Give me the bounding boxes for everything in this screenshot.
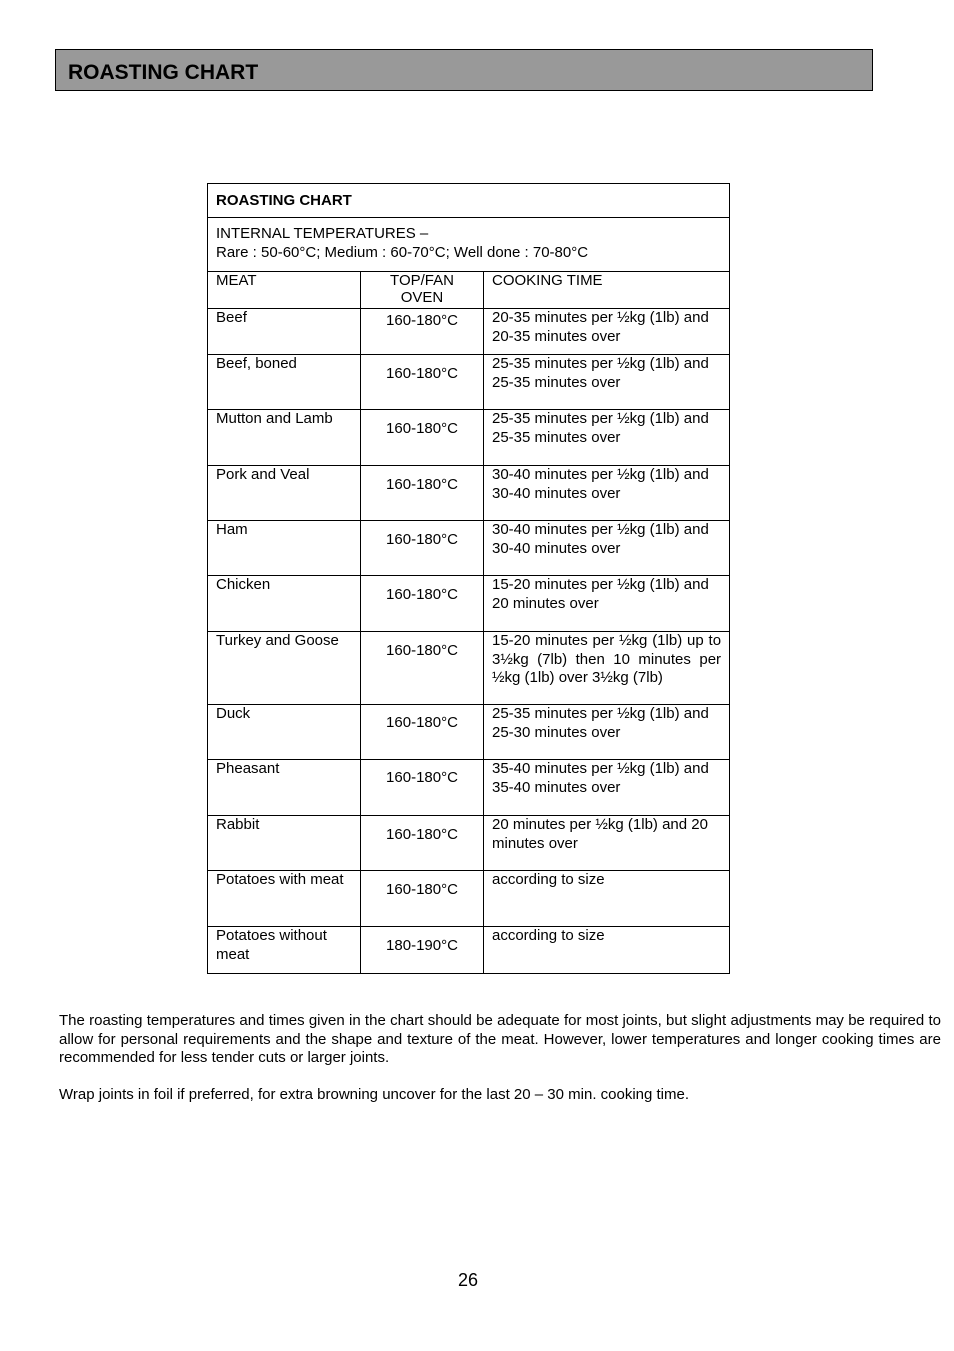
cell-meat: Beef [208, 309, 361, 355]
cell-cooking-time: 30-40 minutes per ½kg (1lb) and 30-40 minutes over [484, 521, 730, 576]
cell-oven-temp: 160-180°C [361, 816, 484, 871]
cell-oven-temp: 180-190°C [361, 927, 484, 974]
cell-meat: Potatoes with meat [208, 871, 361, 927]
cell-oven-temp: 160-180°C [361, 309, 484, 355]
cell-oven-temp: 160-180°C [361, 760, 484, 816]
table-title: ROASTING CHART [208, 184, 730, 218]
table-row [208, 309, 730, 355]
cell-cooking-time: 20 minutes per ½kg (1lb) and 20 minutes over [484, 816, 730, 871]
table-row [208, 705, 730, 760]
table-row [208, 760, 730, 816]
roasting-note-paragraph: The roasting temperatures and times given in the chart should be adequate for most joints, but slight adjustments may be required to allow for personal requirements and the shape and texture of the meat. However, lower temperatures and longer cooking times are recommended for less tender cuts or larger joints. [59, 1012, 941, 1066]
cell-meat: Pork and Veal [208, 466, 361, 521]
cell-meat: Turkey and Goose [208, 632, 361, 705]
cell-oven-temp: 160-180°C [361, 632, 484, 705]
cell-meat: Mutton and Lamb [208, 410, 361, 466]
cell-oven-temp: 160-180°C [361, 521, 484, 576]
cell-cooking-time: 35-40 minutes per ½kg (1lb) and 35-40 minutes over [484, 760, 730, 816]
table-row [208, 871, 730, 927]
cell-meat: Duck [208, 705, 361, 760]
page-number: 26 [457, 1270, 479, 1290]
cell-cooking-time: 15-20 minutes per ½kg (1lb) up to 3½kg (7lb) then 10 minutes per ½kg (1lb) over 3½kg (7lb) [484, 632, 730, 705]
table-row [208, 521, 730, 576]
foil-tip-paragraph: Wrap joints in foil if preferred, for extra browning uncover for the last 20 – 30 min. cooking time. [59, 1086, 690, 1103]
column-header-meat: MEAT [208, 272, 361, 309]
cell-cooking-time: according to size [484, 871, 730, 927]
cell-cooking-time: 30-40 minutes per ½kg (1lb) and 30-40 minutes over [484, 466, 730, 521]
section-header [55, 49, 873, 91]
cell-meat: Pheasant [208, 760, 361, 816]
cell-cooking-time: 25-35 minutes per ½kg (1lb) and 25-35 minutes over [484, 355, 730, 410]
cell-cooking-time: 25-35 minutes per ½kg (1lb) and 25-30 minutes over [484, 705, 730, 760]
cell-oven-temp: 160-180°C [361, 576, 484, 632]
column-header-time: COOKING TIME [484, 272, 730, 309]
internal-temperatures [208, 218, 730, 272]
temps-values: Rare : 50-60°C; Medium : 60-70°C; Well done : 70-80°C [216, 243, 589, 261]
cell-cooking-time: 15-20 minutes per ½kg (1lb) and 20 minutes over [484, 576, 730, 632]
section-title: ROASTING CHART [68, 61, 259, 84]
cell-oven-temp: 160-180°C [361, 410, 484, 466]
cell-meat: Rabbit [208, 816, 361, 871]
cell-oven-temp: 160-180°C [361, 355, 484, 410]
column-header-oven: TOP/FAN OVEN [361, 272, 484, 309]
cell-meat: Chicken [208, 576, 361, 632]
table-row [208, 355, 730, 410]
table-row [208, 927, 730, 974]
cell-cooking-time: according to size [484, 927, 730, 974]
table-row [208, 466, 730, 521]
cell-oven-temp: 160-180°C [361, 466, 484, 521]
cell-meat: Potatoes without meat [208, 927, 361, 974]
cell-oven-temp: 160-180°C [361, 871, 484, 927]
table-row [208, 632, 730, 705]
cell-cooking-time: 25-35 minutes per ½kg (1lb) and 25-35 minutes over [484, 410, 730, 466]
table-header-row [208, 272, 730, 309]
table-row [208, 576, 730, 632]
table-row [208, 410, 730, 466]
table-row [208, 816, 730, 871]
temps-heading: INTERNAL TEMPERATURES – [216, 225, 429, 242]
roasting-chart-table [207, 183, 730, 974]
cell-meat: Ham [208, 521, 361, 576]
cell-meat: Beef, boned [208, 355, 361, 410]
cell-cooking-time: 20-35 minutes per ½kg (1lb) and 20-35 minutes over [484, 309, 730, 355]
cell-oven-temp: 160-180°C [361, 705, 484, 760]
